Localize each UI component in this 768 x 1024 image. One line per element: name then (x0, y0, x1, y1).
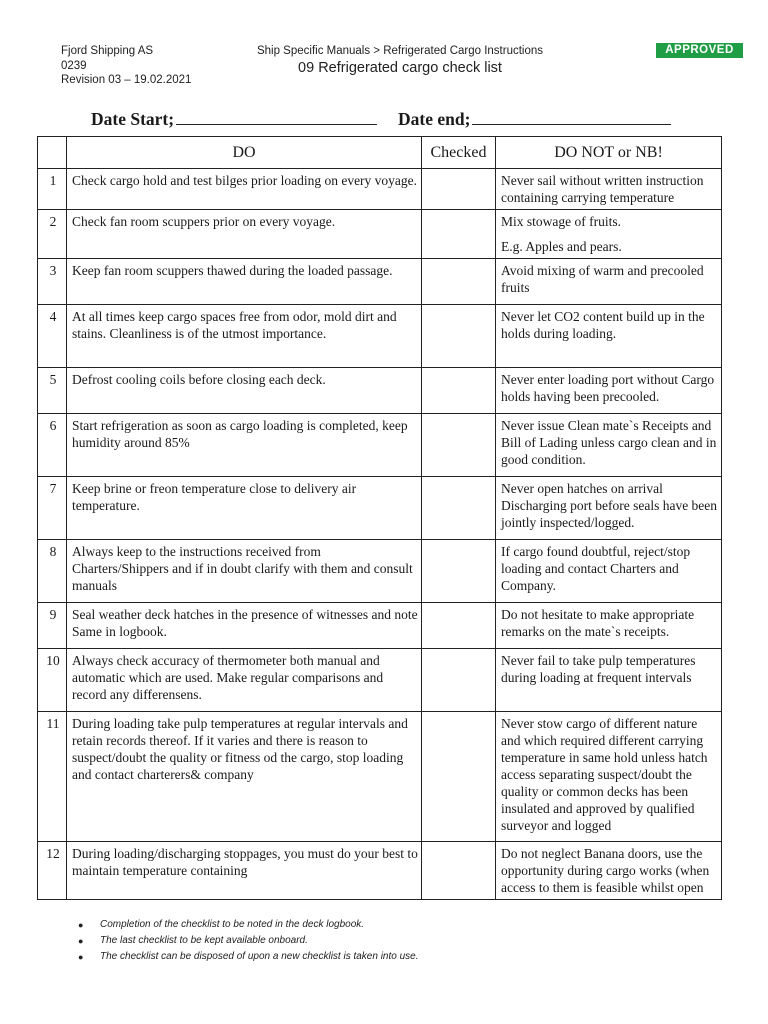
breadcrumb: Ship Specific Manuals > Refrigerated Cargo Instructions (256, 45, 544, 57)
table-row (38, 477, 722, 540)
table-row (38, 414, 722, 477)
table-row (38, 169, 722, 210)
do-not-cell (496, 712, 722, 842)
checklist-rows (38, 169, 722, 900)
do-instruction: Always check accuracy of thermometer both manual and automatic which are used. Make regular comparisons and record any differensens. (67, 649, 422, 712)
do-not-text: Never fail to take pulp temperatures during loading at frequent intervals (501, 653, 696, 685)
do-instruction: Always keep to the instructions received from Charters/Shippers and if in doubt clarify with them and consult manuals (67, 540, 422, 603)
table-row (38, 603, 722, 649)
do-instruction: Keep fan room scuppers thawed during the loaded passage. (67, 259, 422, 305)
do-not-cell (496, 649, 722, 712)
table-row (38, 842, 722, 900)
note-item (78, 933, 419, 949)
bullet-icon: ● (78, 952, 84, 962)
row-number: 7 (38, 477, 67, 540)
do-not-text: Mix stowage of fruits. (501, 214, 621, 229)
do-not-cell (496, 603, 722, 649)
do-not-text: Never enter loading port without Cargo holds having been precooled. (501, 372, 715, 404)
revision-info: Revision 03 – 19.02.2021 (61, 74, 192, 86)
document-number: 0239 (61, 59, 87, 72)
checked-cell[interactable] (422, 842, 496, 900)
do-instruction: At all times keep cargo spaces free from odor, mold dirt and stains. Cleanliness is of the utmost importance. (67, 305, 422, 368)
table-row (38, 649, 722, 712)
row-number: 2 (38, 210, 67, 259)
company-name: Fjord Shipping AS (61, 45, 154, 57)
do-instruction: Check cargo hold and test bilges prior loading on every voyage. (67, 169, 422, 210)
row-number: 6 (38, 414, 67, 477)
checked-cell[interactable] (422, 649, 496, 712)
row-number: 12 (38, 842, 67, 900)
note-item (78, 917, 419, 933)
header-do: DO (67, 137, 422, 169)
checklist-table (37, 136, 722, 900)
do-instruction: During loading take pulp temperatures at regular intervals and retain records thereof. If it varies and there is reason to suspect/doubt the quality or fitness od the cargo, stop loading and contact charterers& company (67, 712, 422, 842)
do-not-text: If cargo found doubtful, reject/stop loading and contact Charters and Company. (501, 544, 691, 593)
do-not-cell (496, 169, 722, 210)
checked-cell[interactable] (422, 368, 496, 414)
row-number: 3 (38, 259, 67, 305)
note-item (78, 949, 419, 965)
row-number: 4 (38, 305, 67, 368)
table-row (38, 210, 722, 259)
do-instruction: Seal weather deck hatches in the presence of witnesses and note Same in logbook. (67, 603, 422, 649)
row-number: 8 (38, 540, 67, 603)
date-start-label: Date Start; (91, 109, 175, 129)
checked-cell[interactable] (422, 477, 496, 540)
document-meta (61, 44, 191, 88)
page-title: 09 Refrigerated cargo check list (298, 60, 502, 76)
checked-cell[interactable] (422, 305, 496, 368)
do-not-cell (496, 210, 722, 259)
date-start-field[interactable] (91, 109, 377, 130)
do-not-cell (496, 368, 722, 414)
checked-cell[interactable] (422, 712, 496, 842)
bullet-icon: ● (78, 936, 84, 946)
do-not-text: Never sail without written instruction containing carrying temperature (501, 173, 704, 205)
document-heading (240, 44, 560, 77)
table-row (38, 259, 722, 305)
do-instruction: Keep brine or freon temperature close to delivery air temperature. (67, 477, 422, 540)
do-instruction: Defrost cooling coils before closing each deck. (67, 368, 422, 414)
do-instruction: During loading/discharging stoppages, you must do your best to maintain temperature containing (67, 842, 422, 900)
do-not-text: Do not neglect Banana doors, use the opportunity during cargo works (when access to them is feasible whilst open (501, 846, 710, 895)
date-end-field[interactable] (398, 109, 671, 130)
checked-cell[interactable] (422, 414, 496, 477)
checked-cell[interactable] (422, 169, 496, 210)
row-number: 9 (38, 603, 67, 649)
row-number: 1 (38, 169, 67, 210)
do-not-text: Never issue Clean mate`s Receipts and Bill of Lading unless cargo clean and in good condition. (501, 418, 717, 467)
note-text: The checklist can be disposed of upon a new checklist is taken into use. (100, 951, 419, 962)
checked-cell[interactable] (422, 603, 496, 649)
do-not-text: Never stow cargo of different nature and which required different carrying temperature in same hold unless hatch access separating suspect/doubt the quality or common decks has been insulated and approved by qualified surveyor and logged (501, 716, 708, 833)
do-not-text: Never open hatches on arrival Discharging port before seals have been jointly inspected/logged. (501, 481, 718, 530)
do-not-cell (496, 259, 722, 305)
notes-list (78, 917, 419, 965)
header-number (38, 137, 67, 169)
note-text: The last checklist to be kept available onboard. (100, 935, 308, 946)
do-not-cell (496, 477, 722, 540)
table-row (38, 540, 722, 603)
checked-cell[interactable] (422, 210, 496, 259)
table-row (38, 368, 722, 414)
do-not-text: Never let CO2 content build up in the holds during loading. (501, 309, 705, 341)
status-badge: APPROVED (656, 43, 743, 58)
do-instruction: Start refrigeration as soon as cargo loading is completed, keep humidity around 85% (67, 414, 422, 477)
do-not-cell (496, 305, 722, 368)
date-start-blank[interactable] (176, 109, 377, 125)
date-end-blank[interactable] (472, 109, 671, 125)
do-not-cell (496, 540, 722, 603)
header-do-not: DO NOT or NB! (496, 137, 722, 169)
bullet-icon: ● (78, 920, 84, 930)
table-row (38, 712, 722, 842)
checked-cell[interactable] (422, 259, 496, 305)
table-row (38, 305, 722, 368)
do-not-text: Avoid mixing of warm and precooled fruits (501, 263, 704, 295)
row-number: 11 (38, 712, 67, 842)
header-checked: Checked (422, 137, 496, 169)
note-text: Completion of the checklist to be noted in the deck logbook. (100, 919, 365, 930)
date-end-label: Date end; (398, 109, 471, 129)
do-not-cell (496, 842, 722, 900)
row-number: 5 (38, 368, 67, 414)
checked-cell[interactable] (422, 540, 496, 603)
do-not-cell (496, 414, 722, 477)
do-not-text: E.g. Apples and pears. (501, 239, 622, 254)
date-row (0, 109, 768, 133)
do-instruction: Check fan room scuppers prior on every voyage. (67, 210, 422, 259)
do-not-text: Do not hesitate to make appropriate remarks on the mate`s receipts. (501, 607, 695, 639)
table-header-row (38, 137, 722, 169)
row-number: 10 (38, 649, 67, 712)
